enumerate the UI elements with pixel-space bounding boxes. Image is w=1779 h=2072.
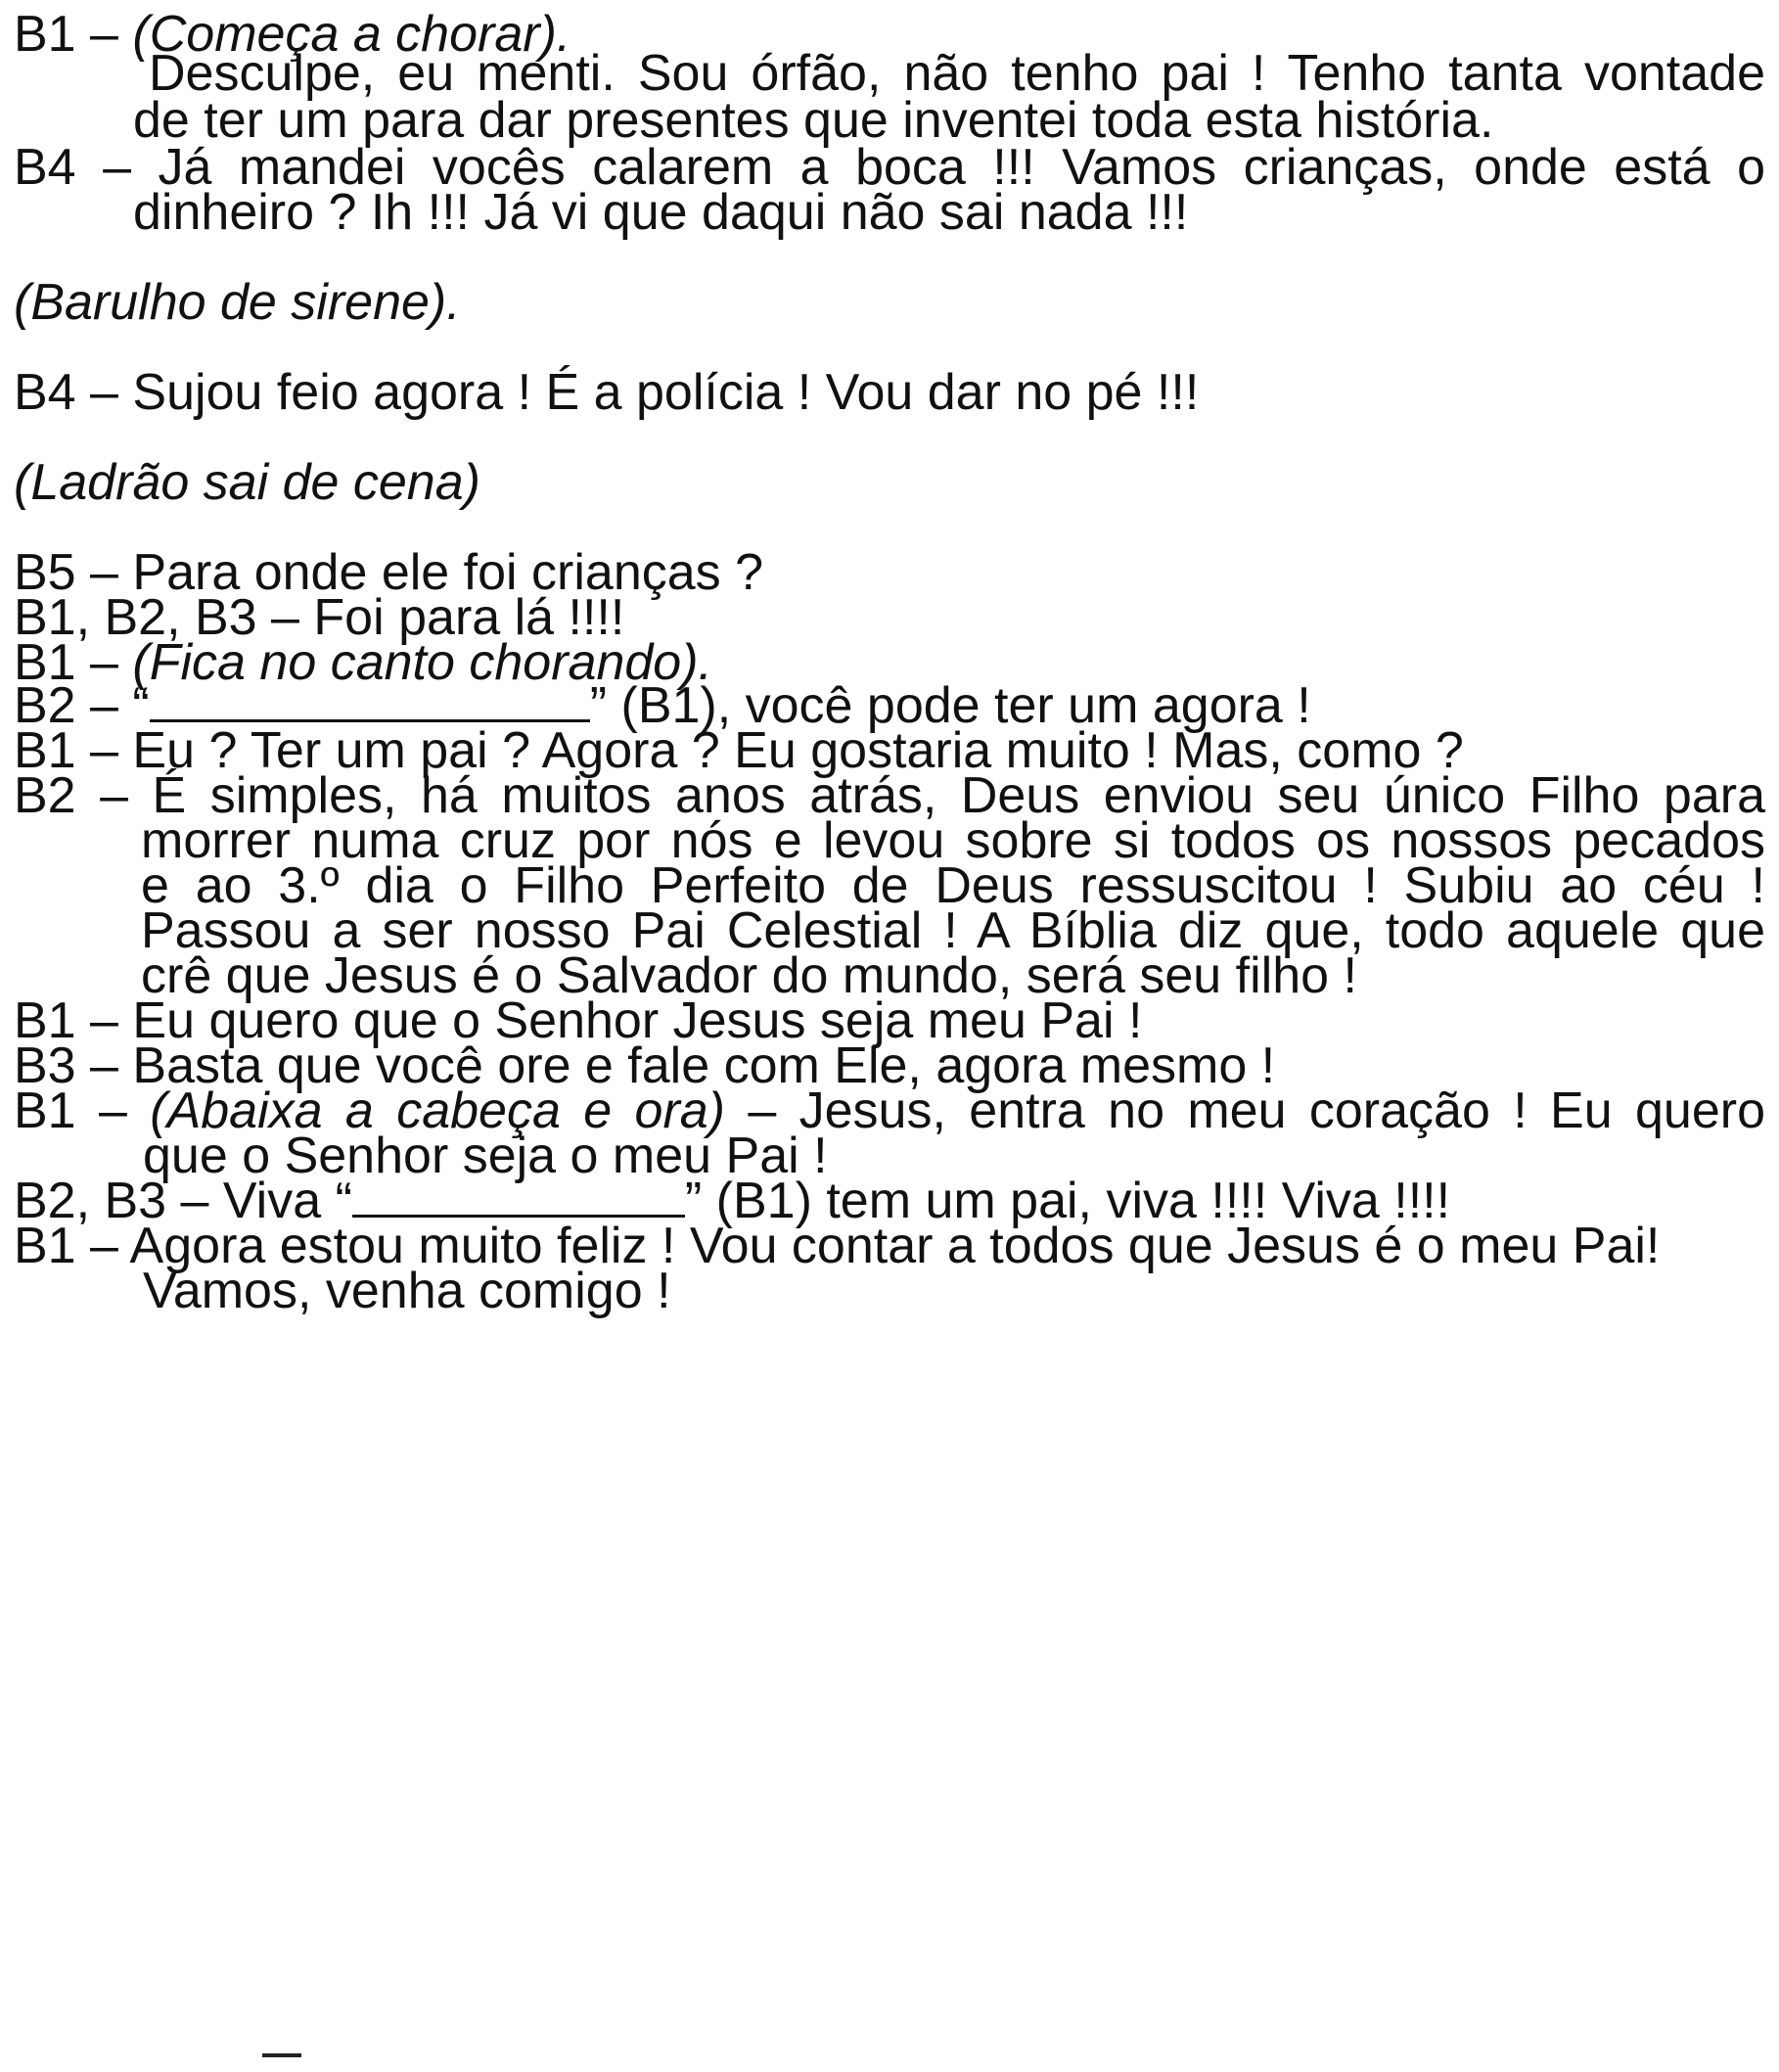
text-part: ” (B1), você pode ter um agora ! — [589, 677, 1311, 734]
text-part: ” (B1) tem um pai, viva !!!! Viva !!!! — [684, 1173, 1451, 1229]
script-page — [14, 0, 1765, 2072]
text-part: B2, B3 – Viva “ — [14, 1173, 352, 1229]
line-b1-b2-b3: B1, B2, B3 – Foi para lá !!!! — [14, 589, 625, 646]
line-b3-pray: B3 – Basta que você ore e fale com Ele, agora mesmo ! — [14, 1037, 1276, 1094]
line-b1-prays-cont: que o Senhor seja o meu Pai ! — [143, 1128, 828, 1184]
line-b4-shut-up: B4 – Já mandei vocês calarem a boca !!! Vamos crianças, onde está o — [14, 139, 1765, 196]
line-b2-cont-1: morrer numa cruz por nós e levou sobre si todos os nossos pecados — [141, 812, 1765, 869]
line-b2-simple: B2 – É simples, há muitos anos atrás, Deus enviou seu único Filho para — [14, 767, 1765, 824]
speaker: B1 – — [14, 6, 133, 63]
stage-direction: (Começa a chorar). — [132, 6, 571, 63]
stage-direction: (Fica no canto chorando). — [132, 634, 712, 691]
speaker: B1 – — [14, 1082, 151, 1139]
line-b5: B5 – Para onde ele foi crianças ? — [14, 544, 764, 601]
speaker: B1 – — [14, 634, 133, 691]
line-b1-happy: B1 – Agora estou muito feliz ! Vou contar a todos que Jesus é o meu Pai! — [14, 1218, 1661, 1274]
line-b4-money: dinheiro ? Ih !!! Já vi que daqui não sai nada !!! — [133, 184, 1189, 241]
line-b1-apology: Desculpe, eu menti. Sou órfão, não tenho pai ! Tenho tanta vontade — [149, 45, 1765, 102]
stage-thief-exits — [14, 452, 1765, 513]
line-b1-want: B1 – Eu quero que o Senhor Jesus seja meu Pai ! — [14, 992, 1143, 1049]
line-b2-cont-4: crê que Jesus é o Salvador do mundo, será seu filho ! — [141, 947, 1357, 1004]
scan-mark — [262, 2053, 301, 2057]
text-part: B2 – “ — [14, 677, 150, 734]
text-part: – Jesus, entra no meu coração ! Eu quero — [725, 1082, 1766, 1139]
name-blank — [352, 1175, 685, 1218]
stage-direction: (Ladrão sai de cena) — [14, 454, 480, 511]
name-blank — [150, 680, 590, 722]
stage-direction: (Abaixa a cabeça e ora) — [150, 1082, 725, 1139]
line-b4-police: B4 – Sujou feio agora ! É a polícia ! Vou dar no pé !!! — [14, 364, 1200, 421]
line-b2-cont-2: e ao 3.º dia o Filho Perfeito de Deus ressuscitou ! Subiu ao céu ! — [141, 857, 1765, 914]
stage-direction: (Barulho de sirene). — [14, 274, 461, 331]
line-b1-happy-cont: Vamos, venha comigo ! — [143, 1263, 671, 1319]
stage-siren — [14, 272, 1765, 333]
line-b1-question: B1 – Eu ? Ter um pai ? Agora ? Eu gostaria muito ! Mas, como ? — [14, 722, 1464, 779]
line-b2-cont-3: Passou a ser nosso Pai Celestial ! A Bíblia diz que, todo aquele que — [141, 902, 1765, 959]
line-b1-apology-cont: de ter um para dar presentes que inventei toda esta história. — [133, 92, 1494, 149]
